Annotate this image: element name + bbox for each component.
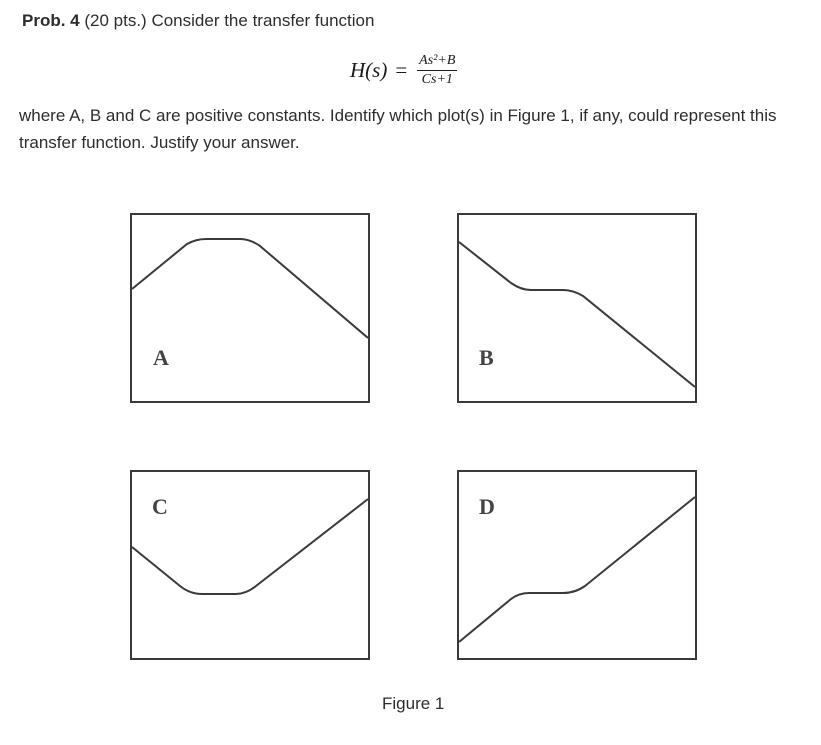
problem-points: (20 pts.) — [84, 11, 147, 30]
equation-fraction — [417, 53, 457, 88]
plot-c-label: C — [152, 494, 168, 519]
equation-numerator: As²+B — [417, 53, 457, 71]
plot-b-label: B — [479, 345, 494, 370]
equation-denominator: Cs+1 — [421, 71, 453, 87]
plot-a-label: A — [153, 345, 169, 370]
plot-a-curve — [132, 215, 368, 401]
problem-label: Prob. 4 — [22, 11, 80, 30]
plot-b-curve — [459, 215, 695, 401]
plot-a — [130, 213, 370, 403]
problem-header — [22, 11, 374, 31]
transfer-function-equation — [350, 50, 457, 90]
equation-lhs: H(s) — [350, 57, 388, 82]
plot-c — [130, 470, 370, 660]
equation-equals: = — [395, 57, 408, 82]
figure-caption: Figure 1 — [382, 694, 445, 713]
plot-d — [457, 470, 697, 660]
plot-b — [457, 213, 697, 403]
plot-d-label: D — [479, 494, 495, 519]
problem-intro: Consider the transfer function — [151, 11, 375, 30]
question-text: where A, B and C are positive constants. Identify which plot(s) in Figure 1, if any, could represent this transfer function. Justify your answer. — [19, 106, 777, 152]
